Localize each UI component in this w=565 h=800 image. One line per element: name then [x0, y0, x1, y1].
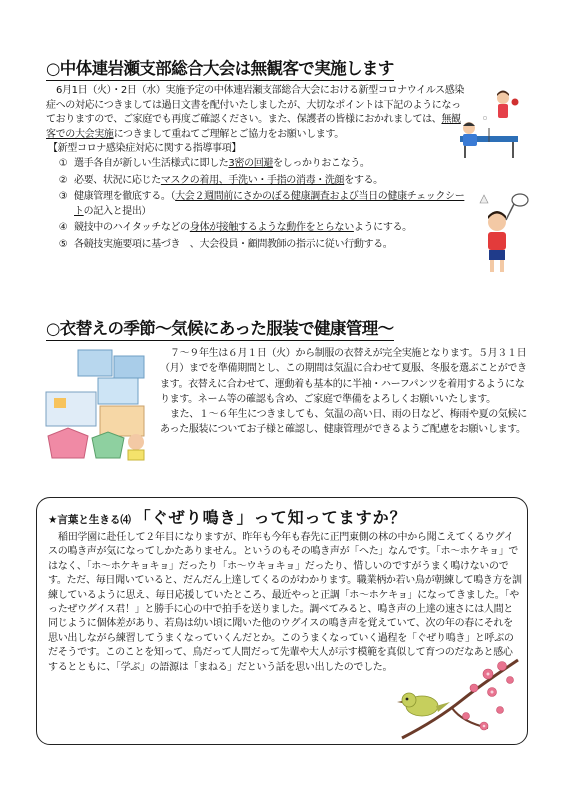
- rule-text-part: の記入と提出）: [83, 205, 152, 217]
- intro-text-end: につきまして重ねてご理解とご協力をお願いします。: [113, 128, 344, 140]
- rule-text-underlined: 3密の回避: [228, 157, 274, 169]
- section1-title: ○中体連岩瀬支部総合大会は無観客で実施します: [46, 55, 394, 81]
- rule-text-part: 各競技実施要項に基づき 、大会役員・顧問教師の指示に従い行動する。: [74, 238, 393, 250]
- rule-text: [74, 190, 466, 219]
- clothes-illustration: [38, 342, 156, 462]
- column-series-label: ★言葉と生きる⑷: [48, 514, 131, 526]
- rule-item: [52, 221, 466, 236]
- section1-body: [46, 84, 466, 255]
- rule-number: ⑤: [58, 238, 68, 250]
- intro-text: 6月1日（火）・2日（水）実施予定の中体連岩瀬支部総合大会における新型コロナウイルス感染症への対応につきましては過日文書を配付いたしましたが、大切なポイントは下記のようになっておりますので、ご家庭でも再度ご確認ください。また、保護者の皆様におかれましては、: [46, 85, 465, 126]
- rule-number: ③: [58, 191, 68, 203]
- rule-text: [74, 221, 466, 236]
- rule-text-part: 必要、状況に応じた: [74, 174, 161, 186]
- table-tennis-illustration: [455, 88, 525, 168]
- rule-number: ①: [58, 157, 68, 169]
- rule-item: [52, 174, 466, 189]
- rule-text-part: をする。: [344, 174, 383, 186]
- section2-title: ○衣替えの季節～気候にあった服装で健康管理～: [46, 315, 394, 341]
- rule-text: [74, 238, 466, 253]
- rule-text-underlined: マスクの着用、手洗い・手指の消毒・洗顔: [160, 174, 345, 186]
- rules-heading: 【新型コロナ感染症対応に関する指導事項】: [48, 143, 241, 155]
- rule-text-part: をしっかりおこなう。: [273, 157, 370, 169]
- badminton-illustration: [470, 190, 532, 280]
- rule-text-part: ようにする。: [353, 222, 412, 234]
- section2-paragraph: ７～９年生は６月１日（火）から制服の衣替えが完全実施となります。５月３１日（月）までを準備期間とし、この期間は気温に合わせて夏服、冬服を選ぶことができます。衣替えに合わせて、運動着も基本的に半袖・ハーフパンツを着用するようになります。ネーム等の確認も含め、ご家庭で準備をよろしくお願いいたします。: [160, 348, 527, 405]
- intro-underlined: 無観客での大会実施: [46, 114, 461, 140]
- rule-item: [52, 157, 466, 172]
- rule-text-underlined: 大会２週間前にさかのぼる健康調査および当日の健康チェックシート: [74, 191, 465, 217]
- rule-item: [52, 190, 466, 219]
- rule-text-underlined: 身体が接触するような動作をとらない: [189, 222, 354, 234]
- column-title: [48, 505, 407, 528]
- section1-intro: [46, 84, 466, 142]
- column-paragraph: 稲田学園に赴任して２年目になりますが、昨年も今年も春先に正門東側の林の中から聞こえてくるウグイスの鳴き声が気になってしかたありません。というのもその鳴き声が「へた」なんです。「ホ～ホケキョ」ではなく、「ホ～ホケキョキョ」だったり「ホ～ウキョキョ」だったり、惜しいのですがうまく鳴けないのです。ただ、毎日聞いていると、だんだん上達してくるのがわかります。職業柄か若い鳥が朝練して鳴き方を訓練しているように思え、毎日応援していたところ、最近やっと正調「ホ～ホケキョ」になってきました。「やったぜウグイス君！」と勝手に心の中で拍手を送りました。調べてみると、鳴き声の上達の速さには人間と同じように個体差があり、若鳥は幼い頃に聞いた他のウグイスの鳴き声を覚えていて、次の年の春にそれを思い出しながら練習してうまくなっていくんだとか。このうまくなっていく過程を「ぐぜり鳴き」と呼ぶのだそうです。このことを知って、鳥だって人間だって先輩や大人が示す模範を真似して育つのだなあと感心するとともに、「学ぶ」の語源は「まねる」だという話を思い出したのでした。: [48, 532, 522, 673]
- rule-number: ②: [58, 174, 68, 186]
- section2-body: [160, 346, 528, 438]
- column-heading: 「ぐぜり鳴き」って知ってますか？: [134, 508, 407, 527]
- rule-text-part: 競技中のハイタッチなどの: [74, 222, 190, 234]
- rule-text: [74, 157, 466, 172]
- rule-number: ④: [58, 222, 68, 234]
- rule-text-part: 健康管理を徹底する。（: [74, 191, 176, 203]
- rule-text-part: 選手各自が新しい生活様式に即した: [74, 157, 229, 169]
- rules-list: [46, 157, 466, 253]
- section2-paragraph: また、１～６年生につきましても、気温の高い日、雨の日など、梅雨や夏の気候にあった服装についてお子様と確認し、健康管理ができるようご配慮をお願いします。: [160, 409, 527, 436]
- rule-item: [52, 238, 466, 253]
- plum-blossom-warbler-illustration: [392, 650, 522, 742]
- rule-text: [74, 174, 466, 189]
